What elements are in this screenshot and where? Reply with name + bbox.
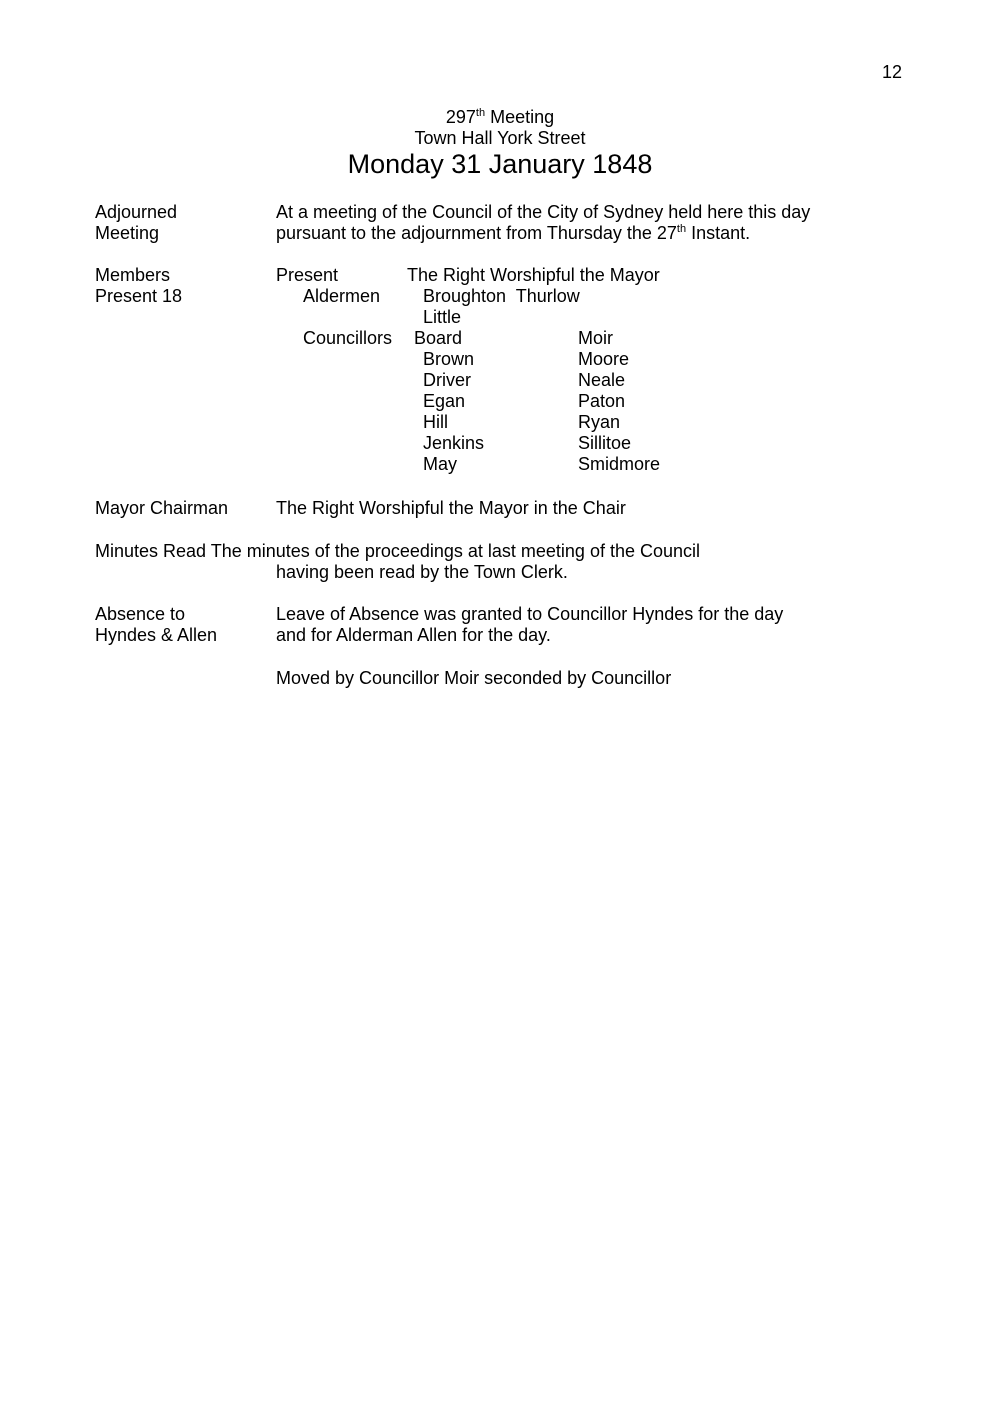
councillor-name: Jenkins (423, 433, 485, 453)
meeting-number-suffix: th (475, 107, 486, 119)
adjourned-line-2 (276, 223, 750, 244)
councillor-name: Moir (578, 328, 613, 348)
margin-present-count: Present 18 (95, 286, 183, 306)
meeting-date: Monday 31 January 1848 (347, 149, 653, 179)
aldermen-row-1: Broughton Thurlow (423, 286, 580, 306)
moved-text: Moved by Councillor Moir seconded by Councillor (276, 668, 672, 688)
mayor-present: The Right Worshipful the Mayor (407, 265, 660, 285)
aldermen-label: Aldermen (303, 286, 381, 306)
councillor-name: Sillitoe (578, 433, 632, 453)
minutes-line-2: having been read by the Town Clerk. (276, 562, 568, 582)
councillor-name: Smidmore (578, 454, 661, 474)
absence-line-1: Leave of Absence was granted to Councillor Hyndes for the day (276, 604, 784, 624)
margin-members: Members (95, 265, 171, 285)
margin-meeting: Meeting (95, 223, 160, 243)
councillors-label: Councillors (303, 328, 393, 348)
meeting-word: Meeting (485, 107, 555, 127)
margin-absence: Absence to (95, 604, 186, 624)
councillor-name: Driver (423, 370, 471, 390)
page-number: 12 (882, 62, 903, 82)
councillor-name: May (423, 454, 458, 474)
meeting-number (0, 107, 1000, 128)
chairman-text: The Right Worshipful the Mayor in the Chair (276, 498, 626, 518)
absence-line-2: and for Alderman Allen for the day. (276, 625, 551, 645)
venue: Town Hall York Street (414, 128, 586, 148)
councillor-name: Paton (578, 391, 626, 411)
meeting-number-value: 297 (445, 107, 476, 127)
present-label: Present (276, 265, 339, 285)
minutes-line-1: Minutes Read The minutes of the proceedings at last meeting of the Council (95, 541, 701, 561)
adjourned-line-2-suffix: th (676, 223, 687, 235)
councillor-name: Moore (578, 349, 630, 369)
adjourned-line-1: At a meeting of the Council of the City of Sydney held here this day (276, 202, 811, 222)
aldermen-row-2: Little (423, 307, 462, 327)
councillor-name: Neale (578, 370, 626, 390)
margin-hyndes-allen: Hyndes & Allen (95, 625, 218, 645)
councillor-name: Ryan (578, 412, 621, 432)
councillor-name: Egan (423, 391, 466, 411)
adjourned-line-2-end: Instant. (686, 223, 751, 243)
adjourned-line-2-text: pursuant to the adjournment from Thursday the 27 (276, 223, 677, 243)
councillor-name: Brown (423, 349, 475, 369)
margin-mayor-chairman: Mayor Chairman (95, 498, 229, 518)
councillor-name: Board (414, 328, 463, 348)
margin-adjourned: Adjourned (95, 202, 178, 222)
councillor-name: Hill (423, 412, 448, 432)
